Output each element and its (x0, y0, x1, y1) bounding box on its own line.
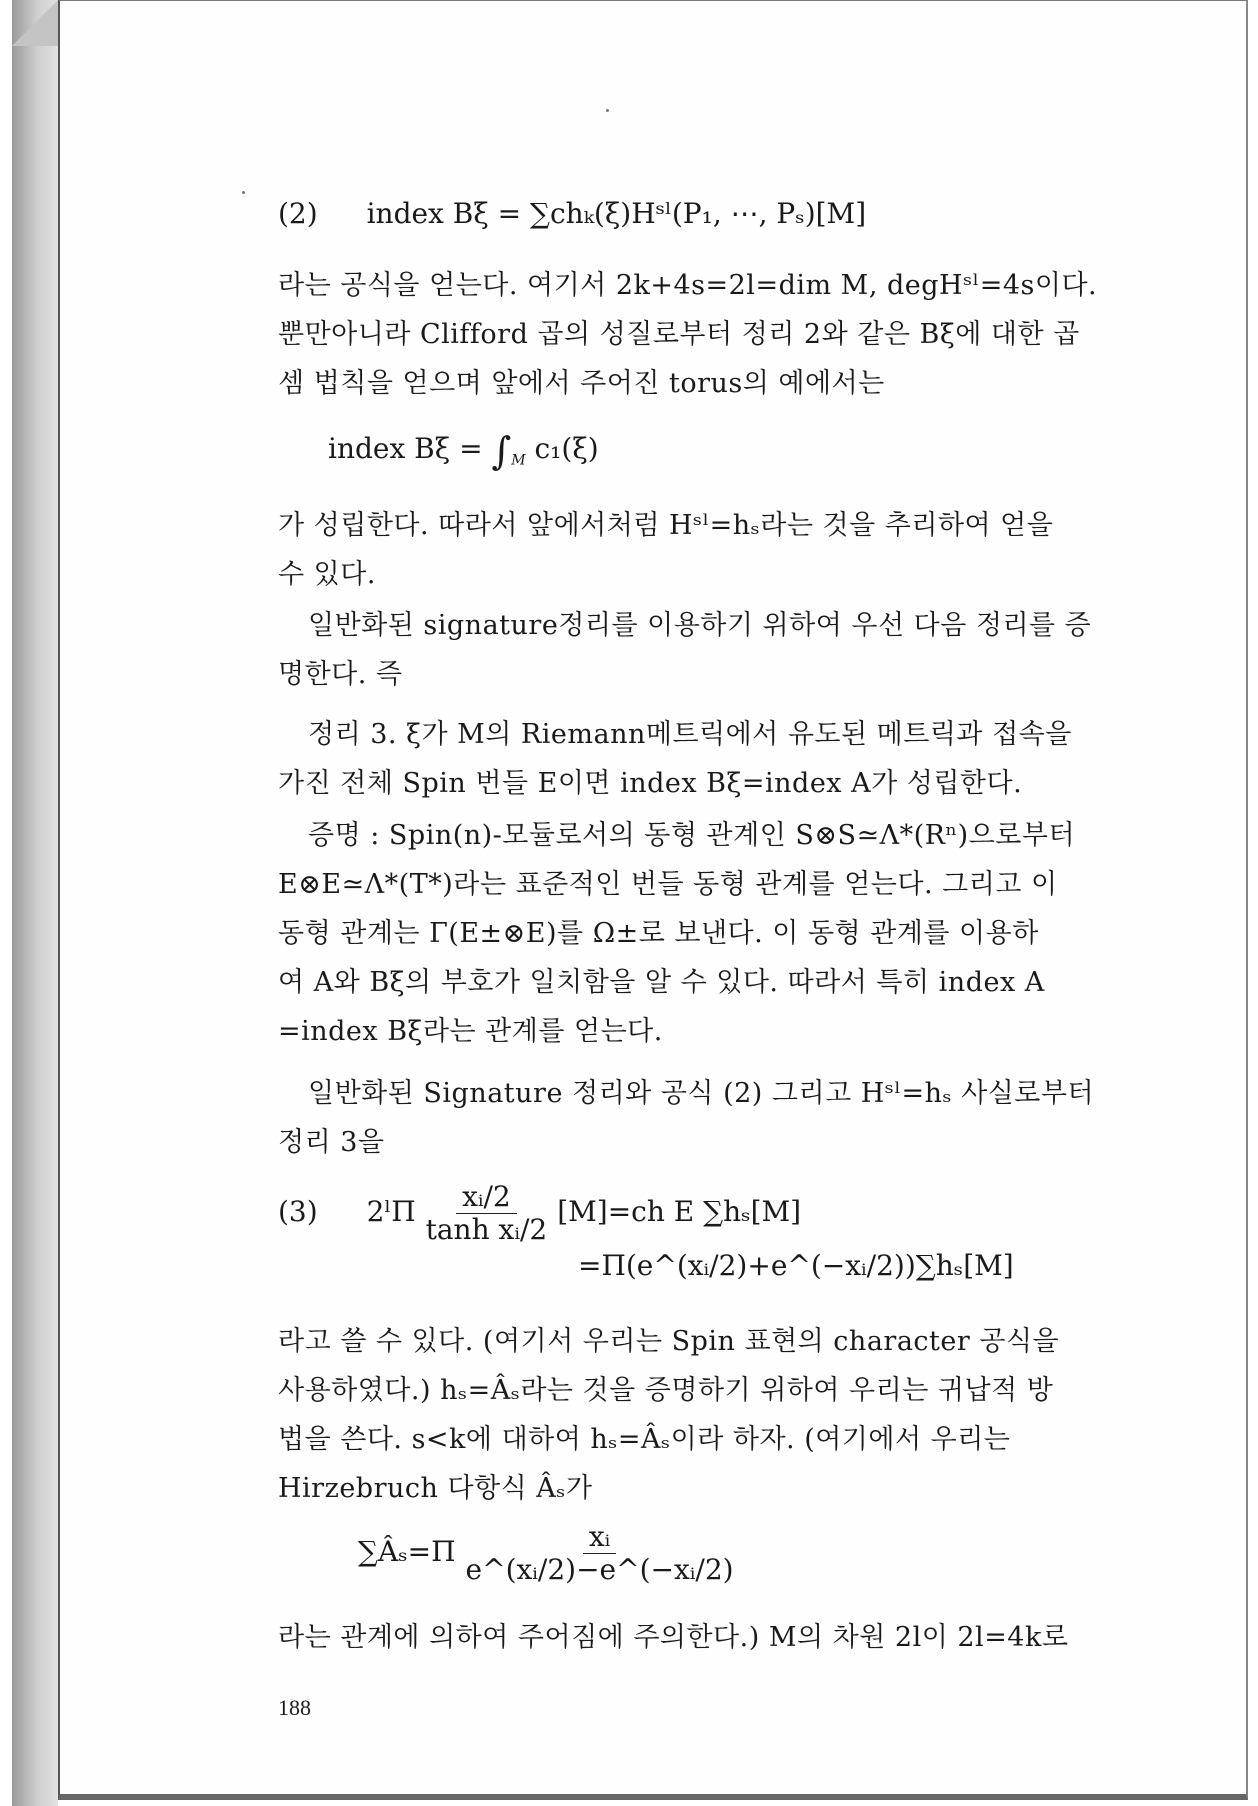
fraction (460, 1521, 740, 1586)
proof-line: 동형 관계는 Γ(E±⊗E)를 Ω±로 보낸다. 이 동형 관계를 이용하 (278, 918, 1039, 949)
speck (606, 109, 609, 112)
fraction (420, 1181, 554, 1246)
equation-prefix: ∑Âₛ=Π (358, 1535, 456, 1568)
equation-prefix: 2ˡΠ (366, 1195, 416, 1228)
book-spine (12, 0, 58, 1806)
text-line: 라는 관계에 의하여 주어짐에 주의한다.) M의 차원 2l이 2l=4k로 (278, 1622, 1069, 1653)
proof-line: 증명 : Spin(n)-모듈로서의 동형 관계인 S⊗S≃Λ*(Rⁿ)으로부터 (308, 820, 1076, 851)
page-number: 188 (278, 1695, 311, 1720)
fraction-numerator: xᵢ (583, 1521, 616, 1554)
equation-index-integral (328, 429, 599, 473)
fraction-numerator: xᵢ/2 (456, 1181, 517, 1214)
integral-sign: ∫ (491, 429, 512, 473)
equation-3-line2: =Π(e^(xᵢ/2)+e^(−xᵢ/2))∑hₛ[M] (578, 1249, 1014, 1282)
equation-2 (278, 197, 866, 230)
book-page (58, 0, 1248, 1800)
equation-label: (2) (278, 197, 318, 230)
proof-line: 여 A와 Bξ의 부호가 일치함을 알 수 있다. 따라서 특히 index A (278, 967, 1045, 998)
equation-body: index Bξ = ∑chₖ(ξ)Hˢˡ(P₁, ⋯, Pₛ)[M] (366, 197, 867, 230)
theorem-line: 가진 전체 Spin 번들 E이면 index Bξ=index A가 성립한다. (278, 768, 1023, 799)
text-line: 가 성립한다. 따라서 앞에서처럼 Hˢˡ=hₛ라는 것을 추리하여 얻을 (278, 510, 1054, 541)
fraction-denominator: e^(xᵢ/2)−e^(−xᵢ/2) (465, 1553, 734, 1586)
proof-line: =index Bξ라는 관계를 얻는다. (278, 1016, 663, 1047)
text-line: 일반화된 Signature 정리와 공식 (2) 그리고 Hˢˡ=hₛ 사실로부터 (308, 1078, 1095, 1109)
book-spine-corner (12, 0, 58, 46)
equation-lhs: index Bξ = (328, 432, 492, 465)
text-line: 일반화된 signature정리를 이용하기 위하여 우선 다음 정리를 증 (308, 610, 1092, 641)
equation-rhs: c₁(ξ) (534, 432, 599, 465)
text-line: 라고 쓸 수 있다. (여기서 우리는 Spin 표현의 character 공식을 (278, 1326, 1060, 1357)
fraction-denominator: tanh xᵢ/2 (425, 1213, 548, 1246)
equation-postfix: [M]=ch E ∑hₛ[M] (557, 1195, 802, 1228)
equation-a-hat (358, 1521, 744, 1586)
text-line: 셈 법칙을 얻으며 앞에서 주어진 torus의 예에서는 (278, 368, 885, 399)
speck (242, 191, 245, 194)
integral-domain: M (511, 452, 526, 469)
text-line: 수 있다. (278, 559, 376, 590)
text-line: 뿐만아니라 Clifford 곱의 성질로부터 정리 2와 같은 Bξ에 대한 곱 (278, 319, 1080, 350)
text-line: 정리 3을 (278, 1127, 385, 1158)
text-line: 법을 쓴다. s<k에 대하여 hₛ=Âₛ이라 하자. (여기에서 우리는 (278, 1424, 1011, 1455)
text-line: 명한다. 즉 (278, 659, 403, 690)
proof-line: E⊗E≃Λ*(T*)라는 표준적인 번들 동형 관계를 얻는다. 그리고 이 (278, 869, 1058, 900)
equation-label: (3) (278, 1195, 318, 1228)
text-line: Hirzebruch 다항식 Âₛ가 (278, 1473, 593, 1504)
text-line: 사용하였다.) hₛ=Âₛ라는 것을 증명하기 위하여 우리는 귀납적 방 (278, 1375, 1054, 1406)
equation-3 (278, 1181, 801, 1246)
text-line: 라는 공식을 얻는다. 여기서 2k+4s=2l=dim M, degHˢˡ=4s이다. (278, 270, 1098, 301)
theorem-line: 정리 3. ξ가 M의 Riemann메트릭에서 유도된 메트릭과 접속을 (308, 719, 1072, 750)
